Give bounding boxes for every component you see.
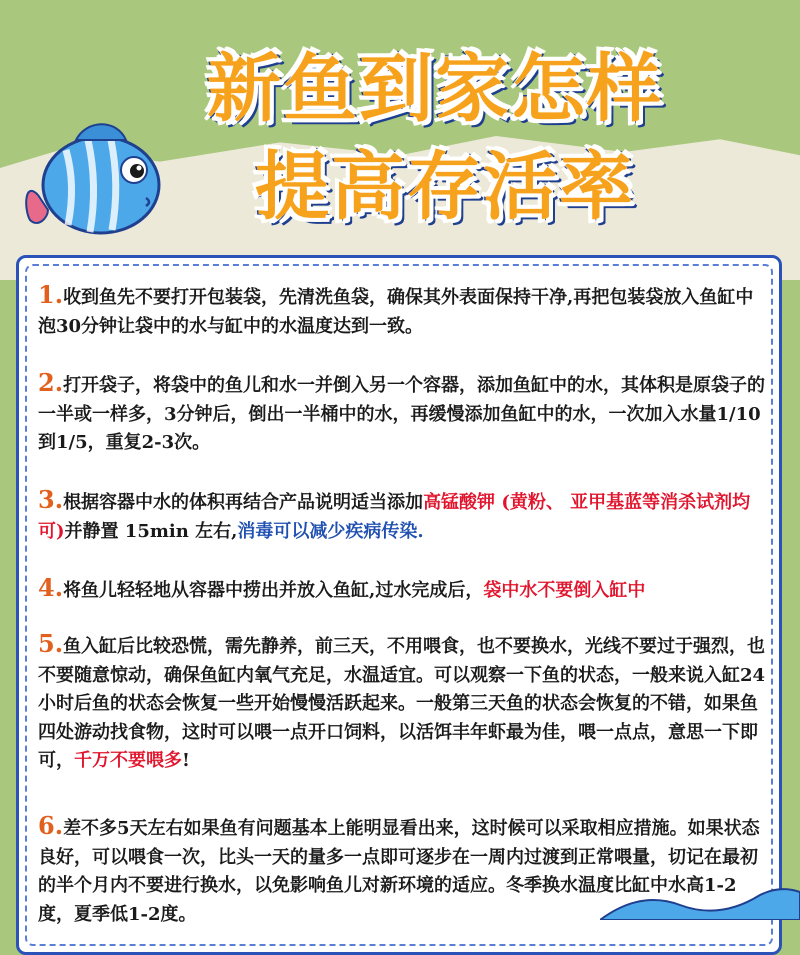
step-number: 1. (38, 280, 64, 309)
step-highlight: 千万不要喂多 (74, 750, 182, 771)
step-text: 差不多5天左右如果鱼有问题基本上能明显看出来，这时候可以采取相应措施。如果状态良好，可以喂食一次，比头一天的量多一点即可逐步在一周内过渡到正常喂量，切记在最初的半个月内不要进行换水，以免影响鱼儿对新环境的适应。冬季换水温度比缸中水高1-2度，夏季低1-2度。 (38, 818, 760, 925)
step-text: 打开袋子，将袋中的鱼儿和水一并倒入另一个容器，添加鱼缸中的水，其体积是原袋子的一半或一样多，3分钟后，倒出一半桶中的水，再缓慢添加鱼缸中的水，一次加入水量1/10到1/5，重复2-3次。 (38, 375, 766, 453)
step-text: 将鱼儿轻轻地从容器中捞出并放入鱼缸,过水完成后， (63, 580, 484, 601)
step-text: ! (182, 750, 190, 771)
step-2 (38, 369, 768, 458)
step-number: 3. (38, 485, 64, 514)
step-number: 6. (38, 811, 64, 840)
step-4 (38, 574, 768, 606)
step-highlight: 高锰酸钾 (黄粉、 亚甲基蓝等消杀试剂均可) (38, 492, 751, 542)
wave-decoration (600, 880, 800, 920)
step-number: 4. (38, 573, 64, 602)
step-3 (38, 486, 768, 546)
step-text: 根据容器中水的体积再结合产品说明适当添加 (63, 492, 424, 513)
step-number: 5. (38, 629, 64, 658)
step-5 (38, 630, 768, 776)
step-text: 并静置 15min 左右, (64, 520, 238, 542)
title-line-1: 新鱼到家怎样 (207, 46, 663, 132)
step-highlight: 消毒可以减少疾病传染. (237, 520, 424, 542)
step-1 (38, 281, 768, 341)
fish-icon (16, 100, 166, 240)
title-line-2: 提高存活率 (255, 144, 635, 230)
step-text: 鱼入缸后比较恐慌，需先静养，前三天，不用喂食，也不要换水，光线不要过于强烈，也不要随意惊动，确保鱼缸内氧气充足，水温适宜。可以观察一下鱼的状态，一般来说入缸24小时后鱼的状态会恢复一些开始慢慢活跃起来。一般第三天鱼的状态会恢复的不错，如果鱼四处游动找食物，这时可以喂一点开口饲料，以活饵丰年虾最为佳，喂一点点，意思一下即可， (38, 636, 766, 771)
step-text: 收到鱼先不要打开包装袋，先清洗鱼袋，确保其外表面保持干净,再把包装袋放入鱼缸中泡30分钟让袋中的水与缸中的水温度达到一致。 (38, 287, 754, 337)
step-highlight: 袋中水不要倒入缸中 (483, 580, 646, 601)
step-number: 2. (38, 368, 64, 397)
